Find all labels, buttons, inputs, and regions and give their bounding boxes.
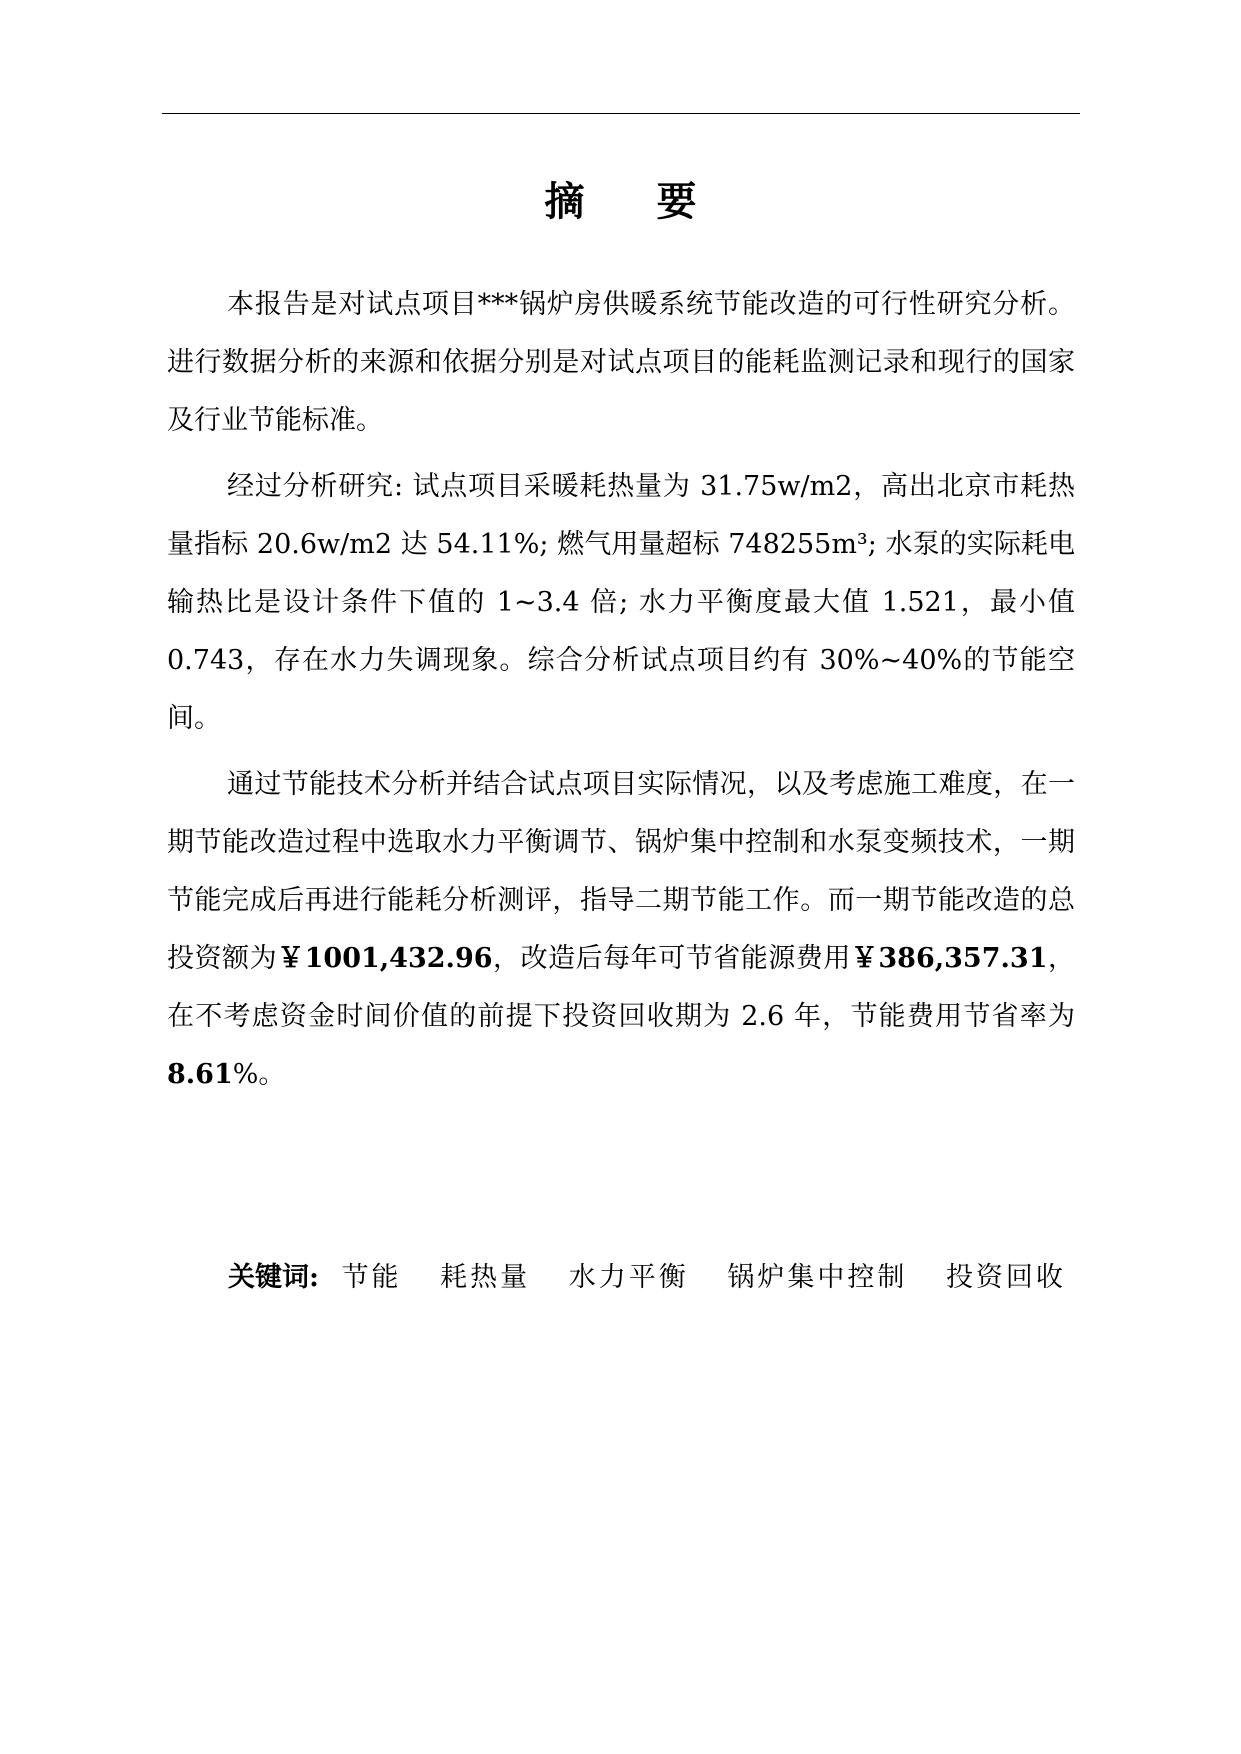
title-char-2: 要 (656, 178, 697, 225)
abstract-paragraph-1: 本报告是对试点项目***锅炉房供暖系统节能改造的可行性研究分析。进行数据分析的来源和依据分别是对试点项目的能耗监测记录和现行的国家及行业节能标准。 (167, 289, 1075, 436)
keywords-line (228, 1258, 1096, 1298)
abstract-body (167, 276, 1075, 1112)
header-rule (162, 113, 1080, 114)
paragraph-3-text-b: ，改造后每年可节省能源费用 (492, 943, 851, 974)
keywords-label: 关键词: (228, 1262, 319, 1293)
abstract-paragraph-2: 经过分析研究: 试点项目采暖耗热量为 31.75w/m2，高出北京市耗热量指标 20.6w/m2 达 54.11%; 燃气用量超标 748255m³; 水泵的实际耗电输热比是设计条件下值的 1~3.4 倍; 水力平衡度最大值 1.521，最小值 0.743，存在水力失调现象。综合分析试点项目约有 30%~40%的节能空间。 (167, 471, 1075, 734)
investment-amount: ￥1001,432.96 (277, 943, 493, 974)
annual-savings-amount: ￥386,357.31 (850, 943, 1048, 974)
keyword-item: 耗热量 (440, 1262, 531, 1293)
page-title (0, 170, 1241, 227)
keyword-item: 锅炉集中控制 (727, 1262, 908, 1293)
keyword-item: 节能 (341, 1262, 402, 1293)
keyword-item: 水力平衡 (568, 1262, 689, 1293)
paragraph-3-text-a: 通过节能技术分析并结合试点项目实际情况，以及考虑施工难度，在一期节能改造过程中选取水力平衡调节、锅炉集中控制和水泵变频技术，一期节能完成后再进行能耗分析测评，指导二期节能工作。而一期节能改造的总投资额为 (167, 769, 1075, 974)
title-char-1: 摘 (544, 178, 585, 225)
abstract-paragraph-3 (167, 756, 1075, 1104)
savings-rate: 8.61 (167, 1059, 233, 1090)
paragraph-3-text-d: %。 (232, 1059, 286, 1090)
keyword-item: 投资回收 (945, 1262, 1066, 1293)
paragraph-3-text-c: ，在不考虑资金时间价值的前提下投资回收期为 2.6 年，节能费用节省率为 (167, 943, 1076, 1032)
